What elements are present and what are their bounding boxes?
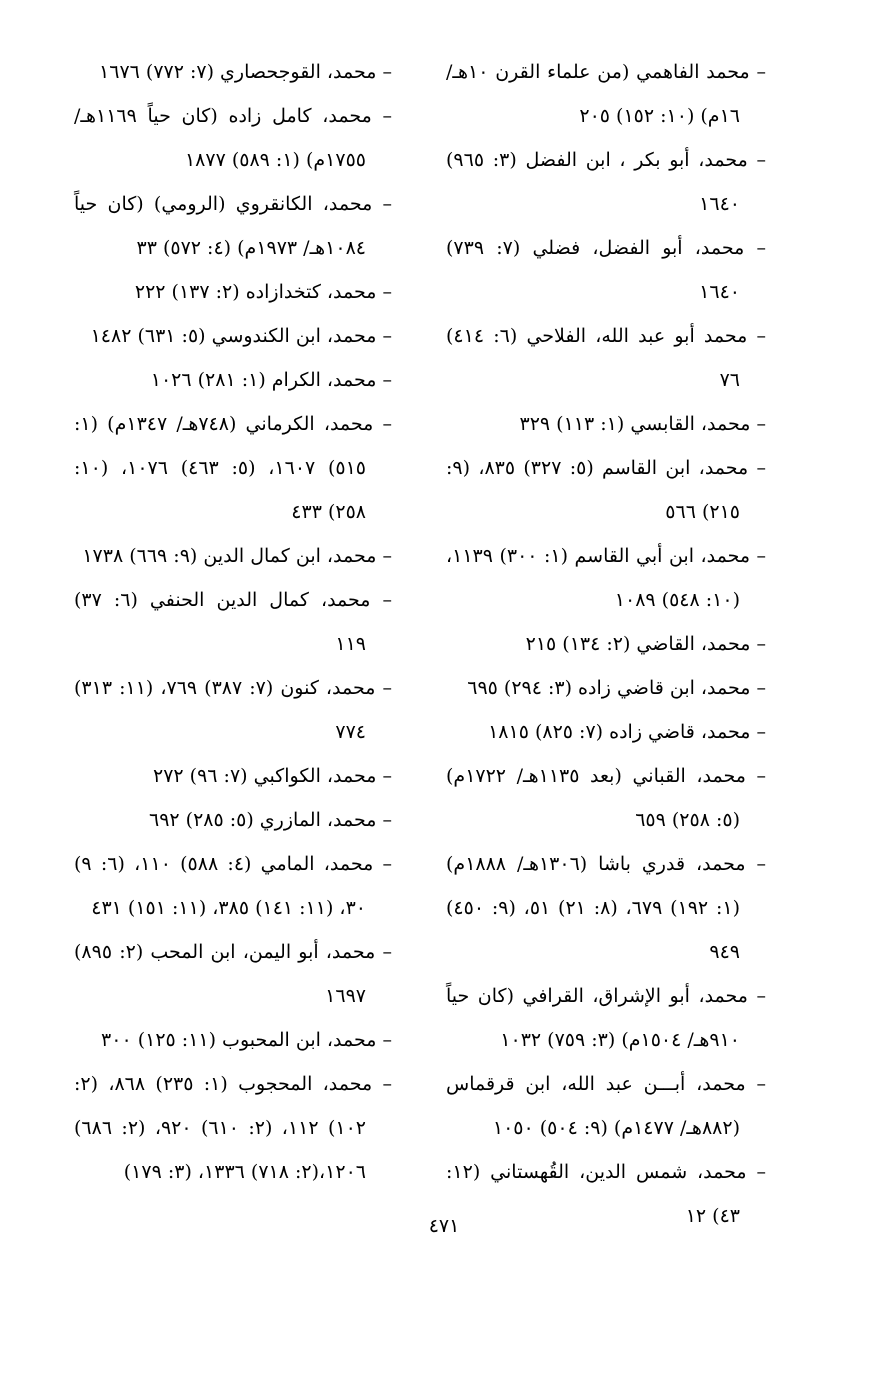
index-entry: – محمد، كتخدازاده (٢: ١٣٧) ٢٢٢ [134,281,392,303]
index-entry: – محمد، الكرماني (٧٤٨هـ/ ١٣٤٧م) (١: ٥١٥) ١٦٠٧، (٥: ٤٦٣) ١٠٧٦، (١٠: ٢٥٨) ٤٣٣ [74,413,392,523]
index-entry: – محمد، قدري باشا (١٣٠٦هـ/ ١٨٨٨م) (١: ١٩٢) ٦٧٩، (٨: ٢١) ٥١، (٩: ٤٥٠) ٩٤٩ [446,853,766,963]
right-column [446,50,766,1238]
index-entry: – محمد، كمال الدين الحنفي (٦: ٣٧) ١١٩ [74,589,392,655]
index-entry: – محمد، أبو اليمن، ابن المحب (٢: ٨٩٥) ١٦٩٧ [74,941,392,1007]
index-entry: – محمد، قاضي زاده (٧: ٨٢٥) ١٨١٥ [488,721,766,743]
index-entry: – محمد، أبو الفضل، فضلي (٧: ٧٣٩) ١٦٤٠ [446,237,766,303]
page-number: ٤٧١ [428,1215,460,1237]
index-entry: – محمد، ابن كمال الدين (٩: ٦٦٩) ١٧٣٨ [82,545,392,567]
index-entry: – محمد، القباني (بعد ١١٣٥هـ/ ١٧٢٢م) (٥: ٢٥٨) ٦٥٩ [446,765,767,831]
index-entry: – محمد، ابن الكندوسي (٥: ٦٣١) ١٤٨٢ [90,325,392,347]
index-entry: – محمد، أبو الإشراق، القرافي (كان حياً ٩١٠هـ/ ١٥٠٤م) (٣: ٧٥٩) ١٠٣٢ [446,985,766,1051]
index-entry: – محمد، ابن قاضي زاده (٣: ٢٩٤) ٦٩٥ [467,677,766,699]
left-column [74,50,392,1194]
index-entry: – محمد، القابسي (١: ١١٣) ٣٢٩ [519,413,766,435]
index-entry: – محمد، المامي (٤: ٥٨٨) ١١٠، (٦: ٩) ٣٠، (١١: ١٤١) ٣٨٥، (١١: ١٥١) ٤٣١ [74,853,393,919]
index-entry: – محمد، ابن القاسم (٥: ٣٢٧) ٨٣٥، (٩: ٢١٥) ٥٦٦ [446,457,767,523]
index-entry: – محمد، الكانقروي (الرومي) (كان حياً ١٠٨٤هـ/ ١٩٧٣م) (٤: ٥٧٢) ٣٣ [74,193,392,259]
index-entry: – محمد، شمس الدين، القُهستاني (١٢: ٤٣) ١٢ [446,1161,766,1227]
index-entry: – محمد، المحجوب (١: ٢٣٥) ٨٦٨، (٢: ١٠٢) ١١٢، (٢: ٦١٠) ٩٢٠، (٢: ٦٨٦) ١٢٠٦،(٢: ٧١٨) ١٣٣٦، (٣: ١٧٩) [74,1073,392,1183]
index-entry: – محمد، كنون (٧: ٣٨٧) ٧٦٩، (١١: ٣١٣) ٧٧٤ [74,677,392,743]
index-entry: – محمد، الكرام (١: ٢٨١) ١٠٢٦ [150,369,392,391]
index-entry: – محمد، القاضي (٢: ١٣٤) ٢١٥ [525,633,766,655]
index-entry: – محمد، كامل زاده (كان حياً ١١٦٩هـ/ ١٧٥٥م) (١: ٥٨٩) ١٨٧٧ [74,105,392,171]
index-entry: – محمد، ابن المحبوب (١١: ١٢٥) ٣٠٠ [101,1029,392,1051]
index-entry: – محمد أبو عبد الله، الفلاحي (٦: ٤١٤) ٧٦ [446,325,766,391]
index-entry: – محمد، أبو بكر ، ابن الفضل (٣: ٩٦٥) ١٦٤٠ [446,149,766,215]
index-entry: – محمد، أبـــن عبد الله، ابن قرقماس (٨٨٢هـ/ ١٤٧٧م) (٩: ٥٠٤) ١٠٥٠ [446,1073,766,1139]
index-entry: – محمد، المازري (٥: ٢٨٥) ٦٩٢ [148,809,392,831]
index-entry: – محمد الفاهمي (من علماء القرن ١٠هـ/ ١٦م) (١٠: ١٥٢) ٢٠٥ [446,61,766,127]
index-entry: – محمد، الكواكبي (٧: ٩٦) ٢٧٢ [152,765,392,787]
index-entry: – محمد، القوجحصاري (٧: ٧٧٢) ١٦٧٦ [99,61,392,83]
index-entry: – محمد، ابن أبي القاسم (١: ٣٠٠) ١١٣٩، (١٠: ٥٤٨) ١٠٨٩ [446,545,766,611]
